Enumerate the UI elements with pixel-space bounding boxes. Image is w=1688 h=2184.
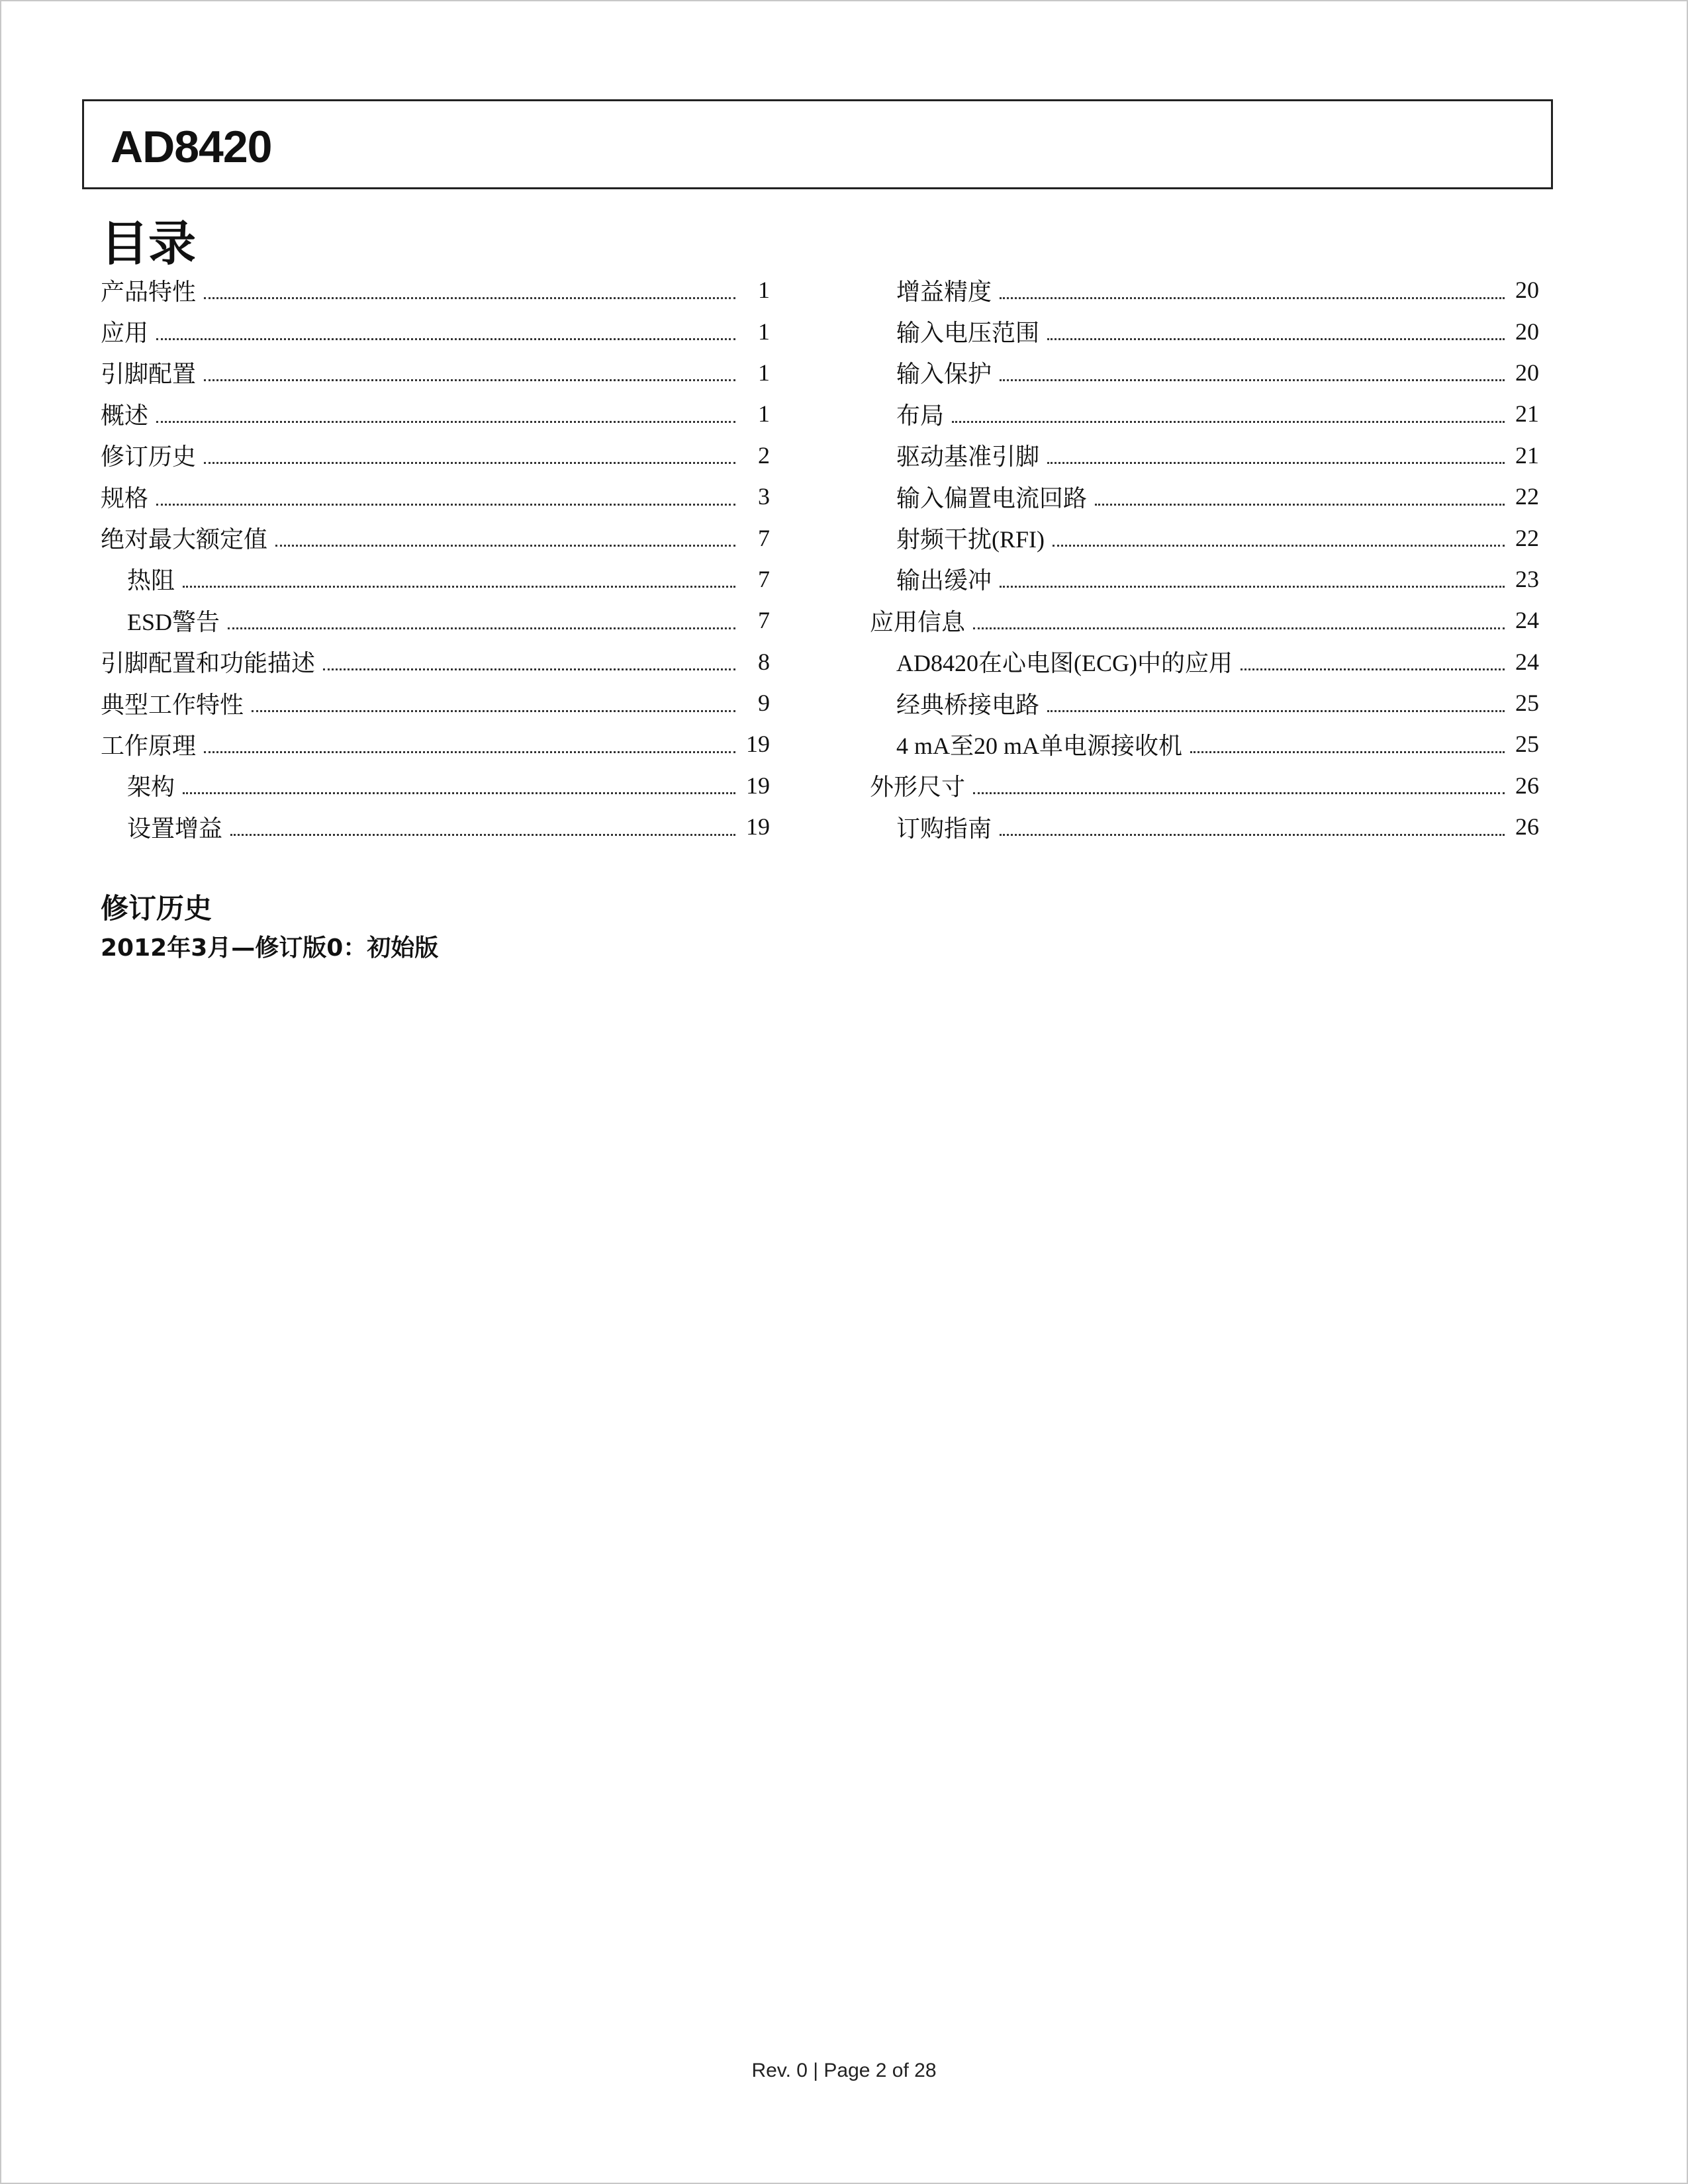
toc-entry[interactable] xyxy=(101,641,770,682)
toc-entry[interactable] xyxy=(101,723,770,764)
toc-entry-label: 输入电压范围 xyxy=(896,320,1040,347)
toc-entry-page: 1 xyxy=(758,277,770,304)
toc-dot-leader xyxy=(228,627,735,629)
toc-entry[interactable] xyxy=(870,476,1539,517)
toc-entry[interactable] xyxy=(101,600,770,641)
toc-entry-page: 21 xyxy=(1515,400,1539,428)
toc-entry-label: 4 mA至20 mA单电源接收机 xyxy=(896,732,1183,759)
toc-entry-label: 增益精度 xyxy=(896,278,992,305)
toc-entry-label: 概述 xyxy=(101,402,149,429)
toc-entry-page: 1 xyxy=(758,359,770,386)
toc-entry-label: 修订历史 xyxy=(101,443,197,471)
toc-dot-leader xyxy=(1095,504,1505,506)
toc-entry-label: 订购指南 xyxy=(896,815,992,842)
revision-history-heading: 修订历史 xyxy=(101,892,212,925)
toc-right-column xyxy=(870,269,1539,847)
toc-entry[interactable] xyxy=(101,517,770,558)
toc-entry-label: 架构 xyxy=(127,774,175,801)
toc-entry-label: 规格 xyxy=(101,484,149,512)
toc-entry-page: 24 xyxy=(1515,607,1539,634)
toc-entry-label: 引脚配置和功能描述 xyxy=(101,650,316,677)
toc-entry[interactable] xyxy=(870,641,1539,682)
toc-dot-leader xyxy=(156,338,735,340)
page-footer: Rev. 0 | Page 2 of 28 xyxy=(751,2060,937,2081)
toc-entry[interactable] xyxy=(870,393,1539,434)
toc-entry-page: 22 xyxy=(1515,524,1539,551)
toc-entry[interactable] xyxy=(101,765,770,806)
revision-history-entry: 2012年3月—修订版0：初始版 xyxy=(101,934,439,962)
toc-entry-page: 20 xyxy=(1515,318,1539,345)
toc-entry-label: 经典桥接电路 xyxy=(896,691,1040,718)
toc-entry-page: 2 xyxy=(758,441,770,469)
toc-entry-page: 25 xyxy=(1515,731,1539,758)
toc-entry-label: 输入保护 xyxy=(896,361,992,388)
toc-entry-page: 7 xyxy=(758,607,770,634)
toc-entry-label: 输入偏置电流回路 xyxy=(896,484,1088,512)
toc-entry[interactable] xyxy=(101,559,770,600)
toc-entry-page: 19 xyxy=(746,813,770,841)
toc-entry-label: 产品特性 xyxy=(101,278,197,305)
toc-entry[interactable] xyxy=(870,517,1539,558)
toc-entry-label: 引脚配置 xyxy=(101,361,197,388)
toc-entry-label: 设置增益 xyxy=(127,815,223,842)
toc-dot-leader xyxy=(323,668,735,670)
toc-dot-leader xyxy=(204,297,735,299)
toc-entry-page: 7 xyxy=(758,565,770,592)
toc-entry[interactable] xyxy=(870,435,1539,476)
toc-entry[interactable] xyxy=(101,393,770,434)
toc-entry-page: 19 xyxy=(746,731,770,758)
part-number: AD8420 xyxy=(111,122,272,172)
toc-entry-label: 应用信息 xyxy=(870,608,966,635)
toc-entry[interactable] xyxy=(101,310,770,351)
toc-entry-label: 驱动基准引脚 xyxy=(896,443,1040,471)
toc-entry[interactable] xyxy=(101,806,770,847)
toc-entry[interactable] xyxy=(101,352,770,393)
toc-entry[interactable] xyxy=(101,269,770,310)
toc-dot-leader xyxy=(156,421,735,423)
toc-dot-leader xyxy=(952,421,1505,423)
toc-entry-page: 23 xyxy=(1515,565,1539,592)
toc-entry[interactable] xyxy=(870,806,1539,847)
toc-entry-label: 应用 xyxy=(101,320,149,347)
toc-dot-leader xyxy=(183,586,735,588)
toc-entry[interactable] xyxy=(870,310,1539,351)
toc-dot-leader xyxy=(1000,586,1505,588)
toc-entry-page: 25 xyxy=(1515,690,1539,717)
toc-dot-leader xyxy=(230,834,735,836)
toc-entry-page: 7 xyxy=(758,524,770,551)
toc-entry-label: 绝对最大额定值 xyxy=(101,526,268,553)
toc-entry-page: 3 xyxy=(758,483,770,510)
toc-entry-page: 19 xyxy=(746,772,770,799)
document-header xyxy=(82,99,1553,189)
toc-entry-page: 26 xyxy=(1515,772,1539,799)
toc-dot-leader xyxy=(1241,668,1505,670)
toc-dot-leader xyxy=(1000,297,1505,299)
toc-entry-label: 输出缓冲 xyxy=(896,567,992,594)
toc-entry-label: ESD警告 xyxy=(127,608,220,635)
toc-entry[interactable] xyxy=(101,435,770,476)
toc-dot-leader xyxy=(183,792,735,794)
toc-entry-page: 1 xyxy=(758,318,770,345)
toc-entry-label: 工作原理 xyxy=(101,732,197,759)
toc-dot-leader xyxy=(973,627,1505,629)
toc-entry-page: 9 xyxy=(758,690,770,717)
toc-dot-leader xyxy=(204,379,735,381)
toc-dot-leader xyxy=(1190,751,1505,753)
toc-dot-leader xyxy=(204,462,735,464)
toc-entry-label: 外形尺寸 xyxy=(870,774,966,801)
toc-dot-leader xyxy=(275,545,735,547)
toc-dot-leader xyxy=(973,792,1505,794)
toc-entry-page: 20 xyxy=(1515,277,1539,304)
toc-dot-leader xyxy=(1047,462,1505,464)
toc-entry-label: 典型工作特性 xyxy=(101,691,244,718)
toc-dot-leader xyxy=(1053,545,1505,547)
toc-dot-leader xyxy=(252,710,735,712)
toc-entry-page: 1 xyxy=(758,400,770,428)
toc-dot-leader xyxy=(204,751,735,753)
toc-entry[interactable] xyxy=(870,600,1539,641)
toc-entry[interactable] xyxy=(101,476,770,517)
toc-entry[interactable] xyxy=(870,352,1539,393)
toc-dot-leader xyxy=(1047,710,1505,712)
toc-entry-label: AD8420在心电图(ECG)中的应用 xyxy=(896,650,1233,677)
toc-dot-leader xyxy=(1000,379,1505,381)
toc-entry[interactable] xyxy=(870,682,1539,723)
toc-left-column xyxy=(101,269,770,847)
toc-dot-leader xyxy=(1047,338,1505,340)
toc-entry-label: 热阻 xyxy=(127,567,175,594)
toc-entry[interactable] xyxy=(870,559,1539,600)
toc-entry[interactable] xyxy=(870,723,1539,764)
toc-entry-page: 20 xyxy=(1515,359,1539,386)
toc-entry[interactable] xyxy=(870,765,1539,806)
toc-entry-label: 布局 xyxy=(896,402,945,429)
toc-entry-page: 22 xyxy=(1515,483,1539,510)
toc-entry-page: 26 xyxy=(1515,813,1539,841)
toc-entry-page: 8 xyxy=(758,648,770,675)
toc-entry[interactable] xyxy=(101,682,770,723)
toc-entry[interactable] xyxy=(870,269,1539,310)
toc-dot-leader xyxy=(1000,834,1505,836)
toc-entry-page: 24 xyxy=(1515,648,1539,675)
toc-entry-label: 射频干扰(RFI) xyxy=(896,526,1045,553)
toc-title: 目录 xyxy=(101,216,197,271)
toc-dot-leader xyxy=(156,504,735,506)
toc-entry-page: 21 xyxy=(1515,441,1539,469)
